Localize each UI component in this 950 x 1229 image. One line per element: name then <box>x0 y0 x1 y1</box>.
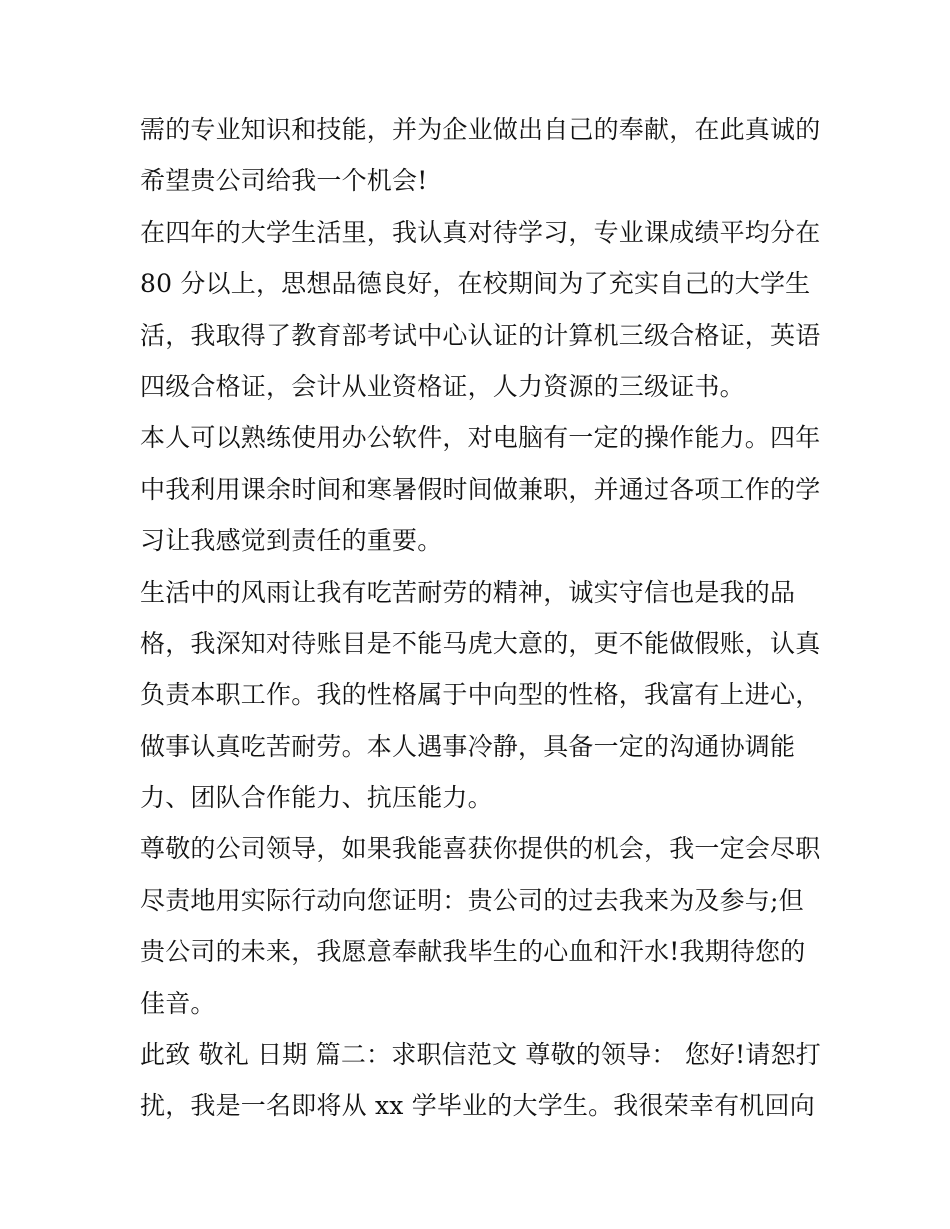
text-line-6: 四级合格证，会计从业资格证，人力资源的三级证书。 <box>140 371 745 401</box>
text-line-7: 本人可以熟练使用办公软件，对电脑有一定的操作能力。四年 <box>140 423 821 453</box>
letter-body <box>140 104 830 1132</box>
text-line-20: 扰，我是一名即将从 xx 学毕业的大学生。我很荣幸有机回向 <box>140 1091 815 1121</box>
text-line-11: 格，我深知对待账目是不能马虎大意的，更不能做假账，认真 <box>140 628 821 658</box>
text-line-2: 希望贵公司给我一个机会! <box>140 166 428 196</box>
text-line-9: 习让我感觉到责任的重要。 <box>140 526 443 556</box>
text-line-16: 尽责地用实际行动向您证明：贵公司的过去我来为及参与;但 <box>140 885 804 915</box>
text-line-3: 在四年的大学生活里，我认真对待学习，专业课成绩平均分在 <box>140 217 821 247</box>
text-line-4: 80 分以上，思想品德良好，在校期间为了充实自己的大学生 <box>140 269 811 299</box>
text-line-19: 此致 敬礼 日期 篇二：求职信范文 尊敬的领导： 您好!请恕打 <box>140 1040 821 1070</box>
text-line-17: 贵公司的未来，我愿意奉献我毕生的心血和汗水!我期待您的 <box>140 937 806 967</box>
text-line-8: 中我利用课余时间和寒暑假时间做兼职，并通过各项工作的学 <box>140 474 821 504</box>
text-line-13: 做事认真吃苦耐劳。本人遇事冷静，具备一定的沟通协调能 <box>140 731 796 761</box>
text-line-10: 生活中的风雨让我有吃苦耐劳的精神，诚实守信也是我的品 <box>140 577 796 607</box>
text-line-1: 需的专业知识和技能，并为企业做出自己的奉献，在此真诚的 <box>140 115 821 144</box>
text-line-15: 尊敬的公司领导，如果我能喜获你提供的机会，我一定会尽职 <box>140 834 821 864</box>
text-line-18: 佳音。 <box>140 988 216 1018</box>
text-line-12: 负责本职工作。我的性格属于中向型的性格，我富有上进心， <box>140 680 821 710</box>
text-line-5: 活，我取得了教育部考试中心认证的计算机三级合格证，英语 <box>140 320 821 350</box>
text-line-14: 力、团队合作能力、抗压能力。 <box>140 783 493 813</box>
